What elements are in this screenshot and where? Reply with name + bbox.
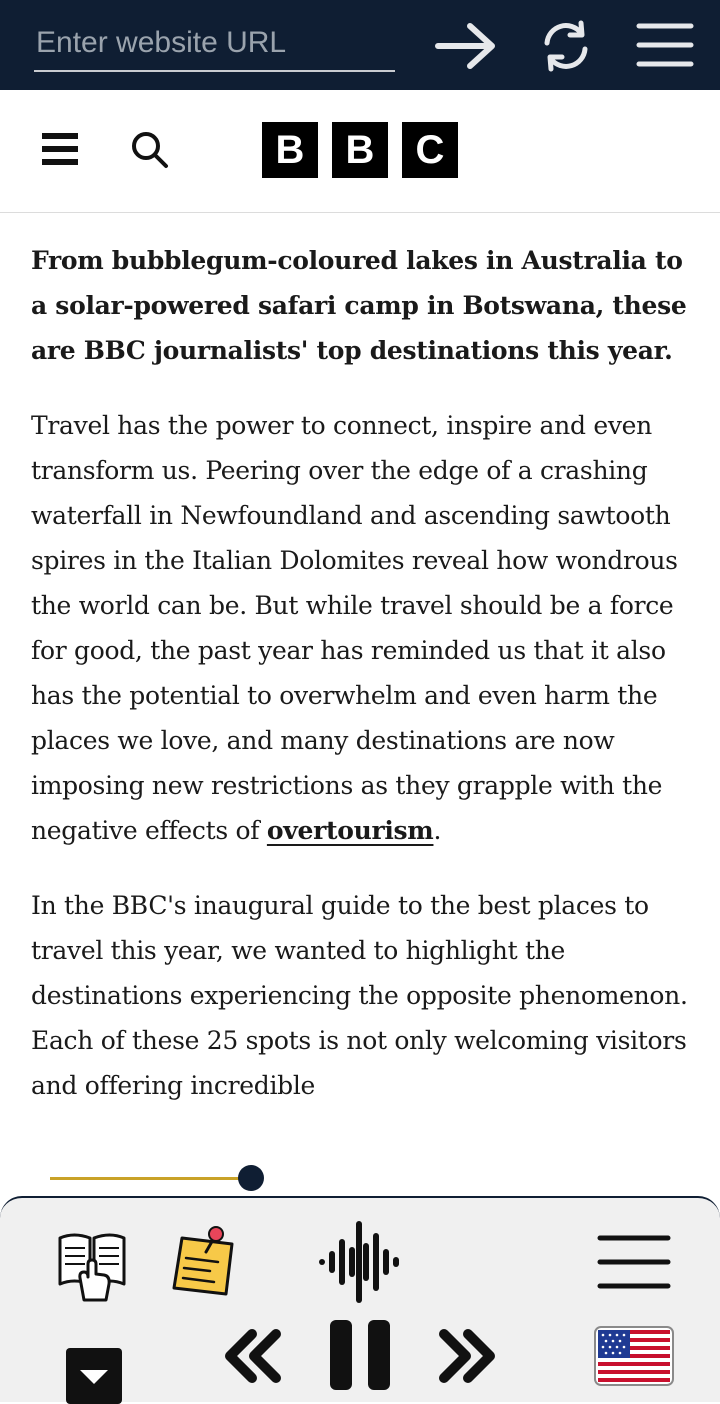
paragraph-text: Travel has the power to connect, inspire and even transform us. Peering over the edge of a crashing waterfall in Newfoundland and ascending sawtooth spires in the Italian Dolomites reveal how wondrous the world can be. But while travel should be a force for good, the past year has reminded us that it also has the potential to overwhelm and even harm the places we love, and many destinations are now imposing new restrictions as they grapple with the negative effects of [31,411,678,845]
logo-letter: B [332,122,388,178]
hamburger-menu-icon[interactable] [596,1232,672,1292]
hamburger-menu-icon[interactable] [40,133,80,167]
reading-position-handle[interactable] [238,1165,264,1191]
refresh-icon[interactable] [536,16,596,76]
overtourism-link[interactable]: overtourism [266,816,434,845]
hamburger-menu-icon[interactable] [634,18,696,72]
article-paragraph [31,403,691,853]
article-paragraph: In the BBC's inaugural guide to the best places to travel this year, we wanted to highlight the destinations experiencing the opposite phenomenon. Each of these 25 spots is not only welcoming visitors and offering incredible [31,891,688,1100]
arrow-right-icon[interactable] [432,18,502,74]
paragraph-end: . [433,816,442,845]
us-flag-icon[interactable] [594,1326,674,1386]
pause-icon[interactable] [326,1318,394,1392]
reading-progress-line [50,1177,250,1180]
reader-control-panel [0,1196,720,1402]
collapse-down-icon[interactable] [66,1348,122,1404]
fast-forward-icon[interactable] [438,1328,498,1384]
article-standfirst: From bubblegum-coloured lakes in Australia to a solar-powered safari camp in Botswana, these are BBC journalists' top destinations this year. [31,246,687,365]
sticky-note-icon[interactable] [170,1222,238,1298]
voice-waveform-icon[interactable] [316,1220,402,1304]
search-icon[interactable] [130,130,170,170]
site-header [0,90,720,213]
logo-letter: C [402,122,458,178]
url-input[interactable] [34,22,395,72]
bbc-logo[interactable] [262,122,458,178]
article-body [31,238,691,1108]
rewind-icon[interactable] [222,1328,282,1384]
reading-mode-icon[interactable] [54,1228,130,1304]
browser-toolbar [0,0,720,90]
logo-letter: B [262,122,318,178]
